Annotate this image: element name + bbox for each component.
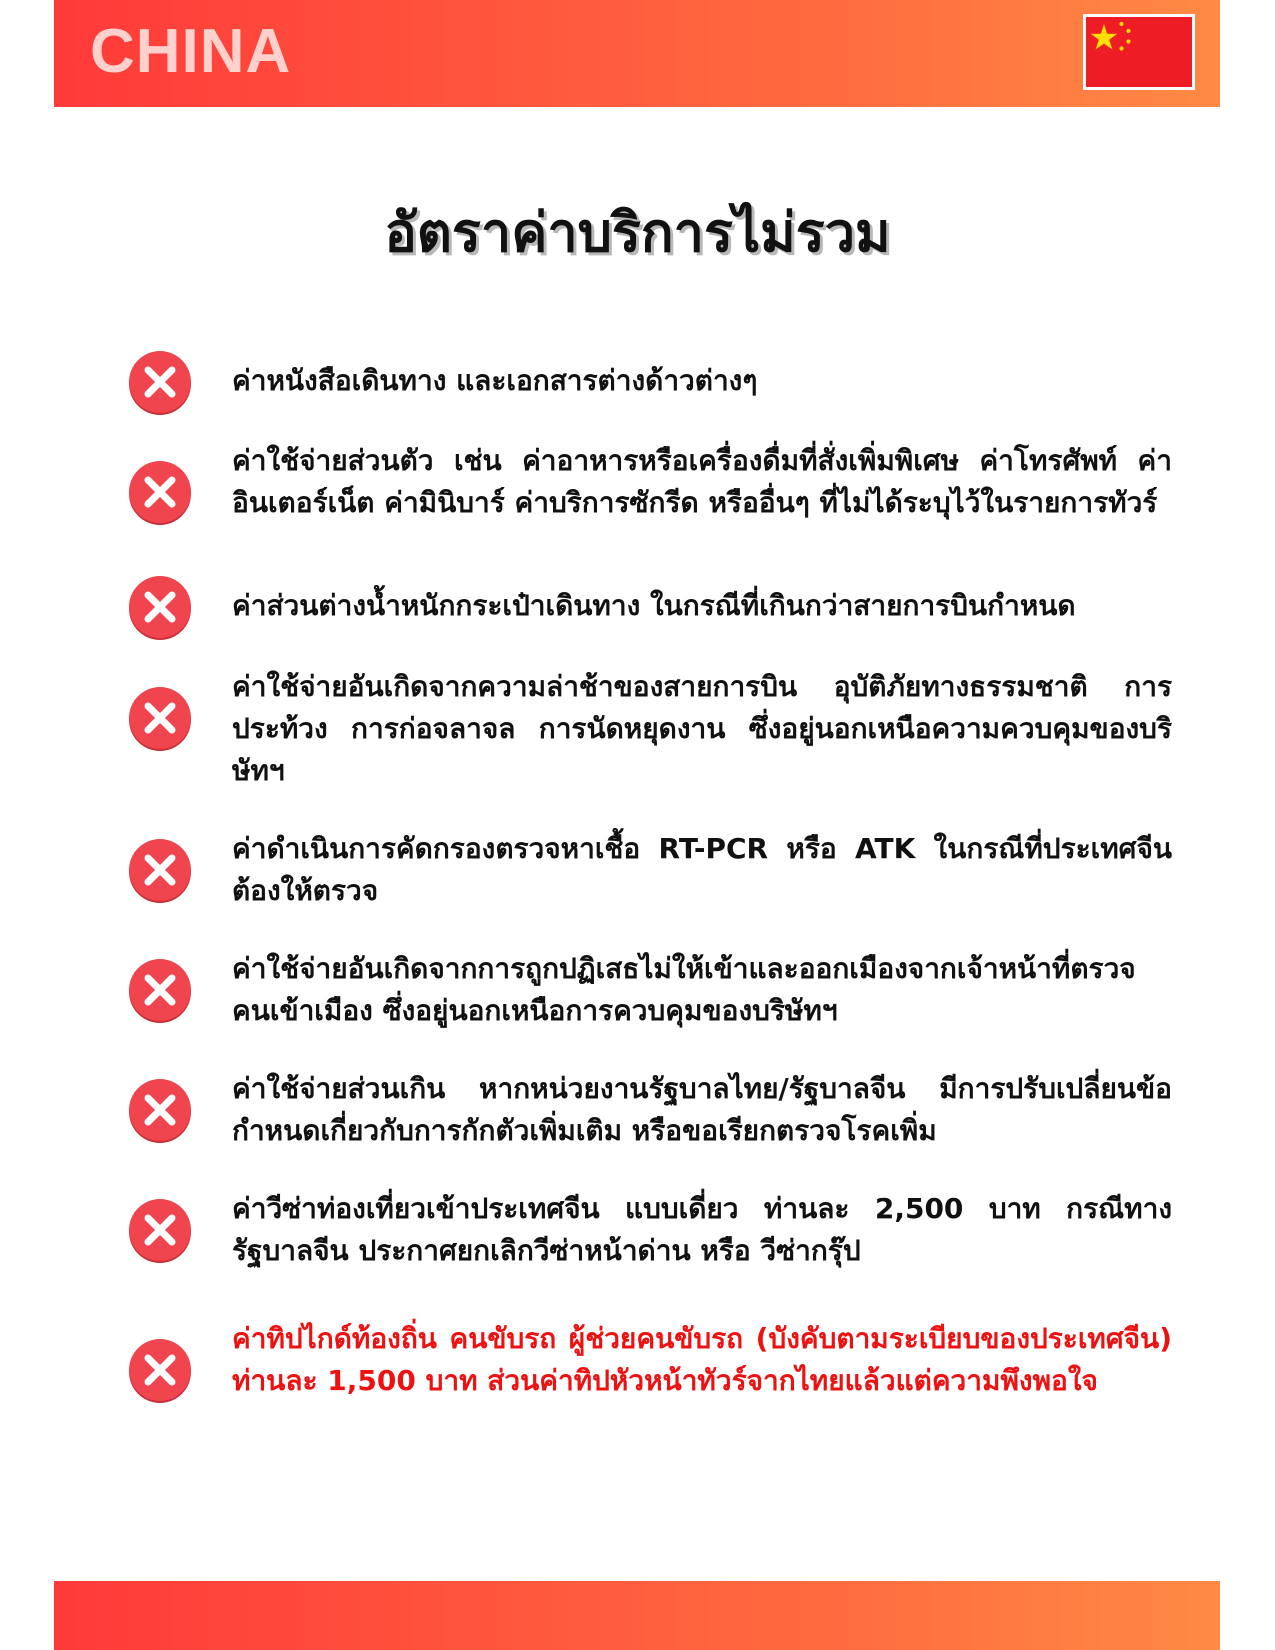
footer-bar [54,1581,1220,1650]
x-circle-icon [127,1338,193,1404]
item-text: ค่าใช้จ่ายส่วนเกิน หากหน่วยงานรัฐบาลไทย/รัฐบาลจีน มีการปรับเปลี่ยนข้อกำหนดเกี่ยวกับการกักตัวเพิ่มเติม หรือขอเรียกตรวจโรคเพิ่ม [232,1072,1172,1147]
item-text: ค่าหนังสือเดินทาง และเอกสารต่างด้าวต่างๆ [232,364,758,397]
x-circle-icon [127,1078,193,1144]
x-circle-icon [127,575,193,641]
item-text: ค่าส่วนต่างน้ำหนักกระเป๋าเดินทาง ในกรณีที่เกินกว่าสายการบินกำหนด [232,589,1076,622]
item-text: ค่าใช้จ่ายส่วนตัว เช่น ค่าอาหารหรือเครื่องดื่มที่สั่งเพิ่มพิเศษ ค่าโทรศัพท์ ค่าอินเตอร์เน็ต ค่ามินิบาร์ ค่าบริการซักรีด หรืออื่นๆ ที่ไม่ได้ระบุไว้ในรายการทัวร์ [232,444,1172,519]
item-text: ค่าดำเนินการคัดกรองตรวจหาเชื้อ RT-PCR หรือ ATK ในกรณีที่ประเทศจีนต้องให้ตรวจ [232,832,1172,907]
page-title: อัตราค่าบริการไม่รวม [384,201,891,264]
x-circle-icon [127,460,193,526]
x-circle-icon [127,350,193,416]
x-circle-icon [127,958,193,1024]
x-circle-icon [127,686,193,752]
item-text: ค่าใช้จ่ายอันเกิดจากการถูกปฏิเสธไม่ให้เข้าและออกเมืองจากเจ้าหน้าที่ตรวจคนเข้าเมือง ซึ่งอยู่นอกเหนือการควบคุมของบริษัทฯ [232,952,1136,1027]
x-circle-icon [127,1198,193,1264]
item-text: ค่าทิปไกด์ท้องถิ่น คนขับรถ ผู้ช่วยคนขับรถ (บังคับตามระเบียบของประเทศจีน) ท่านละ 1,500 บาท ส่วนค่าทิปหัวหน้าทัวร์จากไทยแล้วแต่ความพึงพอใจ [232,1322,1172,1397]
item-text: ค่าวีซ่าท่องเที่ยวเข้าประเทศจีน แบบเดี่ยว ท่านละ 2,500 บาท กรณีทางรัฐบาลจีน ประกาศยกเลิกวีซ่าหน้าด่าน หรือ วีซ่ากรุ๊ป [232,1192,1172,1267]
x-circle-icon [127,838,193,904]
item-text: ค่าใช้จ่ายอันเกิดจากความล่าช้าของสายการบิน อุบัติภัยทางธรรมชาติ การประท้วง การก่อจลาจล การนัดหยุดงาน ซึ่งอยู่นอกเหนือความควบคุมของบริษัทฯ [232,670,1172,787]
header-title: CHINA [90,17,292,86]
